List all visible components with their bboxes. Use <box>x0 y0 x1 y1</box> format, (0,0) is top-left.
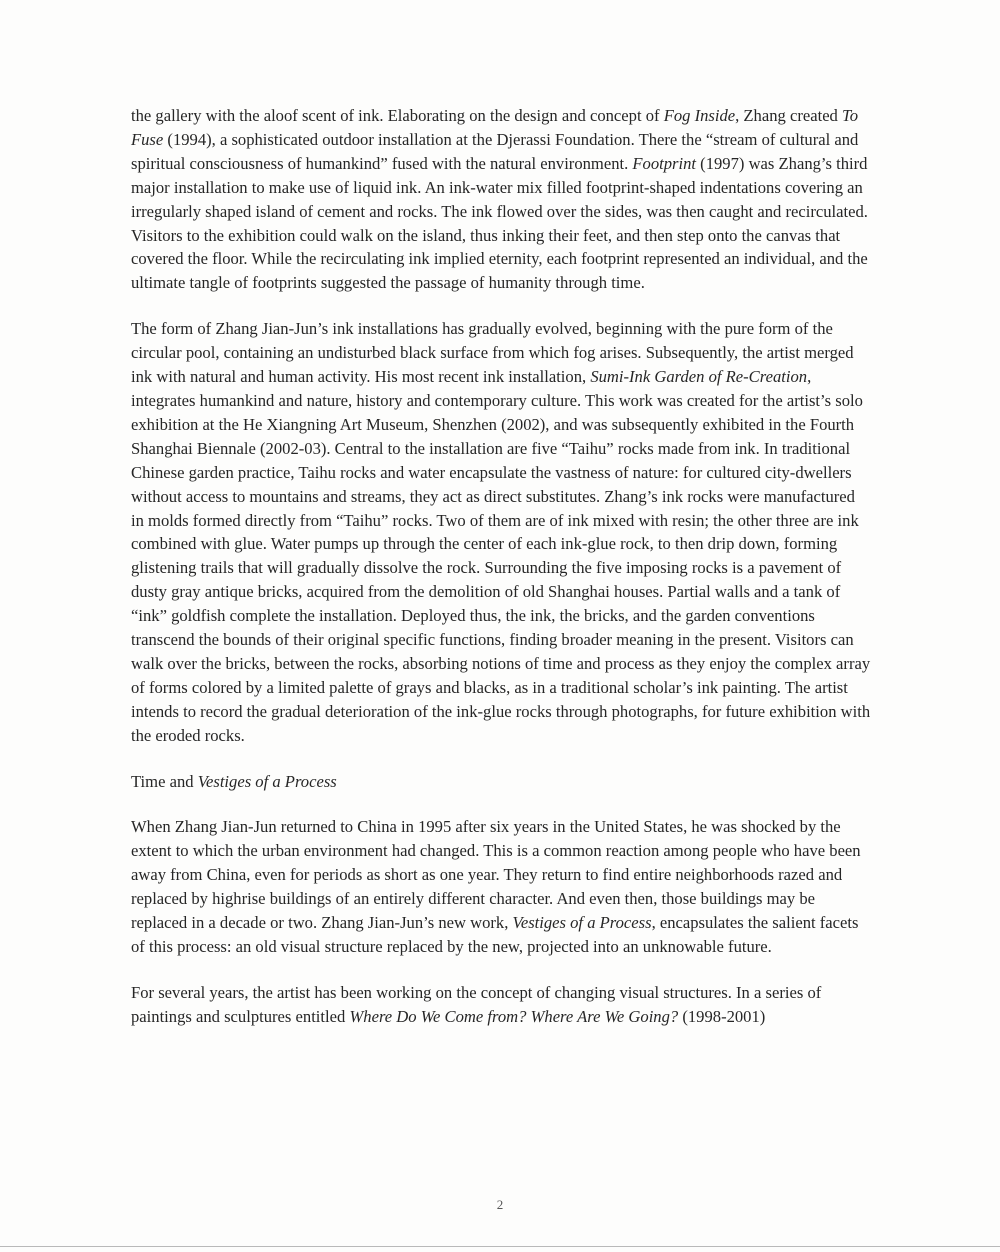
artwork-title: Fog Inside <box>663 106 736 125</box>
page-number: 2 <box>496 1197 504 1212</box>
text-run: , Zhang created <box>735 106 843 125</box>
text-run: the gallery with the aloof scent of ink. Elaborating on the design and concept of <box>131 106 664 125</box>
text-run: , encapsulates the salient facets of this process: an old visual structure replaced by the new, projected into an unknowable future. <box>131 913 859 956</box>
heading-prefix: Time and <box>131 771 198 791</box>
article-body-top <box>131 104 871 1029</box>
artwork-title: Footprint <box>632 153 697 173</box>
paragraph <box>131 981 871 1029</box>
text-run: (1997) was Zhang’s third major installation to make use of liquid ink. An ink-water mix filled footprint-shaped indentations covering an irregularly shaped island of cement and rocks. The ink flowed over the sides, was then caught and recirculated. Visitors to the exhibition could walk on the island, thus inking their feet, and then step onto the canvas that covered the floor. While the recirculating ink implied eternity, each footprint represented an individual, and the ultimate tangle of footprints suggested the passage of humanity through time. <box>131 153 868 293</box>
text-run: , integrates humankind and nature, history and contemporary culture. This work was created for the artist’s solo exhibition at the He Xiangning Art Museum, Shenzhen (2002), and was subsequently exhibited in the Fourth Shanghai Biennale (2002-03). Central to the installation are five “Taihu” rocks made from ink. In traditional Chinese garden practice, Taihu rocks and water encapsulate the vastness of nature: for cultured city-dwellers without access to mountains and streams, they act as direct substitutes. Zhang’s ink rocks were manufactured in molds formed directly from “Taihu” rocks. Two of them are of ink mixed with resin; the other three are ink combined with glue. Water pumps up through the center of each ink-glue rock, to then drip down, forming glistening trails that will gradually dissolve the rock. Surrounding the five imposing rocks is a pavement of dusty gray antique bricks, acquired from the demolition of old Shanghai houses. Partial walls and a tank of “ink” goldfish complete the installation. Deployed thus, the ink, the bricks, and the garden conventions transcend the bounds of their original specific functions, finding broader meaning in the present. Visitors can walk over the bricks, between the rocks, absorbing notions of time and process as they enjoy the complex array of forms colored by a limited palette of grays and blacks, as in a traditional scholar’s ink painting. The artist intends to record the gradual deterioration of the ink-glue rocks through photographs, for future exhibition with the eroded rocks. <box>131 367 871 745</box>
text-run: The form of Zhang Jian-Jun’s ink installations has gradually evolved, beginning with the pure form of the circular pool, containing an undisturbed black surface from which fog arises. Subsequently, the artist merged ink with natural and human activity. His most recent ink installation, <box>131 319 854 387</box>
artwork-title: To Fuse <box>131 106 859 149</box>
text-run: (1998-2001) <box>678 1006 766 1026</box>
artwork-title: Vestiges of a Process <box>512 913 652 933</box>
paragraph <box>131 815 871 958</box>
paragraph <box>131 104 871 295</box>
artwork-title: Sumi-Ink Garden of Re-Creation <box>590 367 808 387</box>
scan-edge-divider <box>0 1246 1000 1247</box>
text-run: For several years, the artist has been working on the concept of changing visual structures. In a series of paintings and sculptures entitled <box>131 982 822 1026</box>
text-run: (1994), a sophisticated outdoor installation at the Djerassi Foundation. There the “stream of cultural and spiritual consciousness of humankind” fused with the natural environment. <box>131 129 859 173</box>
text-run: When Zhang Jian-Jun returned to China in 1995 after six years in the United States, he was shocked by the extent to which the urban environment had changed. This is a common reaction among people who have been away from China, even for periods as short as one year. They return to find entire neighborhoods razed and replaced by highrise buildings of an entirely different character. And even then, those buildings may be replaced in a decade or two. Zhang Jian-Jun’s new work, <box>131 817 861 933</box>
heading-title: Vestiges of a Process <box>197 771 337 791</box>
artwork-title: Where Do We Come from? Where Are We Going? <box>349 1006 679 1026</box>
paragraph <box>131 317 871 747</box>
section-heading <box>131 770 871 794</box>
